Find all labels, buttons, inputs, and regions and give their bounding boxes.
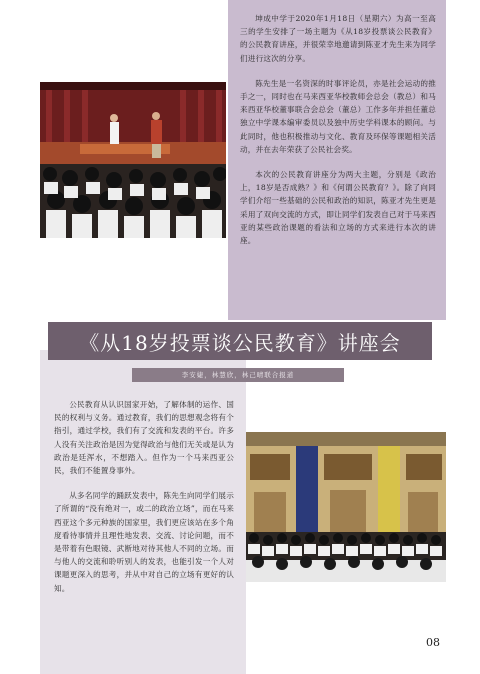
title-ornament-left: [48, 322, 60, 360]
lecture-photo-hall: [246, 432, 446, 582]
article-text-bottom: [54, 398, 234, 607]
article-title-band: [58, 322, 422, 360]
stage-illustration: [40, 82, 226, 238]
article-title: 《从18岁投票谈公民教育》讲座会: [79, 330, 401, 355]
paragraph: 从多名同学的踊跃发表中，陈先生向同学们展示了所谓的“没有绝对一，或二的政治立场”，而在马来西亚这个多元种族的国家里，我们更应该站在多个角度看待事情并且理性地发表、交流、讨论问题，而不是带着有色眼镜、武断地对待其他人不同的立场。而与他人的交流和聆听别人的发表，也能引发一个人对课题更深入的思考，并从中对自己的立场有更好的认知。: [54, 491, 234, 593]
hall-illustration: [246, 432, 446, 582]
paragraph: 坤成中学于2020年1月18日（星期六）为高一至高三的学生安排了一场主题为《从18岁投票谈公民教育》的公民教育讲座，并很荣幸地邀请到陈亚才先生来为同学们进行这次的分享。: [240, 14, 436, 63]
title-ornament-right: [420, 322, 432, 360]
paragraph: 陈先生是一名资深的时事评论员，亦是社会运动的推手之一，同时也在马来西亚华校教师会总会（教总）和马来西亚华校董事联合会总会（董总）工作多年并担任董总独立中学课本编审委员以及独中历史学科课本的顾问。与此同时，他也积极推动与文化、教育及环保等课题相关活动，并在去年荣获了公民社会奖。: [240, 78, 436, 154]
page-number: 08: [426, 636, 440, 649]
lecture-photo-stage: [40, 82, 226, 238]
paragraph: 本次的公民教育讲座分为两大主题，分别是《政治上，18岁是否成熟？》和《何谓公民教育？》。除了向同学们介绍一些基础的公民和政治的知识，陈亚才先生更是采用了双向交流的方式，即让同学们发表自己对于马来西亚的某些政治课题的看法和立场的方式来进行本次的讲座。: [240, 170, 436, 246]
article-text-top: [240, 12, 436, 259]
paragraph: 公民教育从认识国家开始，了解体制的运作、国民的权利与义务。通过教育，我们的思想观念将有个指引，通过学校，我们有了交流和发表的平台。许多人没有关注政治是因为觉得政治与他们无关或是认为政治是廷浑水，不想踏入。但作为一个马来西亚公民，我们不能置身事外。: [54, 400, 234, 476]
article-authors: 李安婕，林慧欣，林己晴联合报道: [132, 368, 344, 382]
